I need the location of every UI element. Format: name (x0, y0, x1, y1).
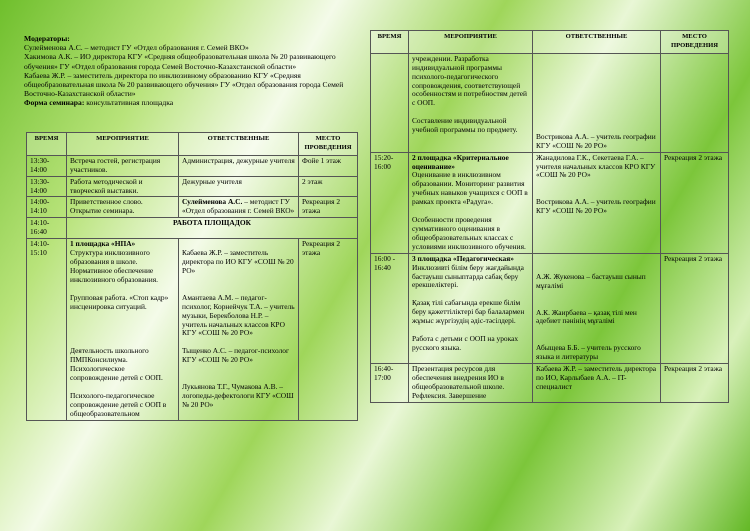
place-cell: Рекреация 2 этажа (661, 152, 729, 253)
seminar-form (24, 98, 359, 107)
table-row (27, 176, 358, 197)
event-part: учреждении. Разработка индивидуальной программы психолого-педагогического сопровождения, соответствующей особенностям и потребностям детей с ООП. (412, 53, 528, 108)
time-cell (371, 53, 409, 152)
responsible-part: Жанадилова Г.К., Секетаева Г.А. – учителя начальных классов КРО КГУ «СОШ № 20 РО» (536, 152, 656, 180)
time-cell: 13:30-14:00 (27, 155, 67, 176)
table-row (371, 364, 729, 403)
place-cell: Рекреация 2 этажа (661, 253, 729, 363)
time-cell: 16:00 - 16:40 (371, 253, 409, 363)
table-row (371, 53, 729, 152)
seminar-form-label: Форма семинара: (24, 98, 85, 108)
responsible-part: Амантаева А.М. – педагог-психолог, Корнейчук Т.А. – учитель музыки, Берекболова Н.Р. – учитель начальных классов КРО КГУ «СОШ № 20 РО» (182, 292, 295, 338)
event-cell (409, 253, 533, 363)
time-cell: 16:40-17:00 (371, 364, 409, 403)
place-cell (661, 53, 729, 152)
event-cell (409, 152, 533, 253)
event-title: 2 площадка «Критериальное оценивание» (412, 152, 509, 171)
responsible-role: – методист ГУ «Отдел образования г. Семей ВКО» (182, 197, 295, 216)
section-row (27, 218, 358, 239)
moderator-line: Хакимова А.К. – ИО директора КГУ «Средняя общеобразовательная школа № 20 развивающего обучения» ГУ «Отдел образования города Семей Восточно-Казахстанской области» (24, 52, 336, 71)
right-page (370, 0, 728, 531)
responsible-cell: Администрация, дежурные учителя (179, 155, 299, 176)
place-cell: Рекреация 2 этажа (661, 364, 729, 403)
moderator-line: Сулейменова А.С. – методист ГУ «Отдел образования г. Семей ВКО» (24, 43, 249, 53)
col-header-event: МЕРОПРИЯТИЕ (67, 133, 179, 156)
responsible-cell (533, 253, 661, 363)
event-title: 3 площадка «Педагогическая» (412, 253, 514, 263)
event-part: Работа с детьми с ООП на уроках русского языка. (412, 334, 519, 352)
time-cell: 14:00-14:10 (27, 197, 67, 218)
responsible-cell: Дежурные учителя (179, 176, 299, 197)
time-cell: 14:10-16:40 (27, 218, 67, 239)
responsible-part: Тыщенко А.С. – педагог-психолог КГУ «СОШ № 20 РО» (182, 346, 289, 365)
moderators-block (24, 34, 359, 108)
event-part: Инклюзивті білім беру жағдайында бастауыш сыныптарда сабақ беру ерекшеліктері. (412, 262, 524, 290)
event-part: Оценивание в инклюзивном образовании. Мониторинг развития учебных навыков учащихся с ООП в рамках проекта «Радуга». (412, 170, 528, 207)
table-header-row (27, 133, 358, 156)
event-cell: Встреча гостей, регистрация участников. (67, 155, 179, 176)
event-title: 1 площадка «НПА» (70, 239, 136, 249)
place-cell: 2 этаж (299, 176, 358, 197)
responsible-cell (179, 239, 299, 421)
place-cell: Рекреация 2 этажа (299, 197, 358, 218)
col-header-time: ВРЕМЯ (371, 31, 409, 54)
event-part: Психолого-педагогическое сопровождение детей с ООП в общеобразовательном (70, 391, 167, 418)
table-row (27, 197, 358, 218)
event-part: Структура инклюзивного образования в школе. Нормативное обеспечение инклюзивного образования. (70, 247, 158, 284)
program-table-left (26, 132, 358, 421)
event-part: Составление индивидуальной учебной программы по предмету. (412, 116, 518, 135)
event-part: Особенности проведения суммативного оценивания в общеобразовательных классах с условиями инклюзивного обучения. (412, 215, 526, 251)
responsible-part: Вострикова А.А. – учитель географии КГУ «СОШ № 20 РО» (536, 131, 656, 150)
place-cell: Рекреация 2 этажа (299, 239, 358, 421)
responsible-part: Абыщева Б.Б. – учитель русского языка и литературы (536, 343, 641, 362)
event-part: Деятельность школьного ПМПКонсилиума. Психологическое сопровождение детей с ООП. (70, 346, 163, 383)
seminar-form-value: консультативная площадка (84, 98, 174, 108)
event-part: Групповая работа. «Стоп кадр» инсценировка ситуаций. (70, 292, 169, 311)
responsible-part: Вострикова А.А. – учитель географии КГУ «СОШ № 20 РО» (536, 197, 656, 216)
col-header-time: ВРЕМЯ (27, 133, 67, 156)
col-header-responsible: ОТВЕТСТВЕННЫЕ (179, 133, 299, 156)
event-cell (409, 53, 533, 152)
table-header-row (371, 31, 729, 54)
responsible-part: Лукьянова Т.Г., Чумакова А.В. – логопеды-дефектологи КГУ «СОШ № 20 РО» (182, 382, 294, 409)
responsible-name: Сулейменова А.С. (182, 197, 243, 207)
table-row (27, 239, 358, 421)
responsible-part: А.К. Жаирбаева – қазақ тілі мен әдебиет пәнінің мұғалімі (536, 307, 637, 326)
event-part: Презентация ресурсов для обеспечения внедрения ИО в общеобразовательной школе. Рефлексия. Завершение (412, 364, 505, 400)
table-row (27, 155, 358, 176)
time-cell: 15:20-16:00 (371, 152, 409, 253)
section-title: РАБОТА ПЛОЩАДОК (67, 218, 358, 239)
table-row (371, 253, 729, 363)
responsible-cell (533, 53, 661, 152)
event-cell: Работа методической и творческой выставки. (67, 176, 179, 197)
responsible-part: Кабаева Ж.Р. – заместитель директора по ИО КГУ «СОШ № 20 РО» (182, 248, 294, 275)
event-cell (409, 364, 533, 403)
event-part: Қазақ тілі сабағында ерекше білім беру қажеттіліктері бар балалармен жұмыс жүргізудің әдіс-тәсілдері. (412, 298, 525, 326)
responsible-part: А.Ж. Жукенова – бастауыш сынып мұғалімі (536, 271, 646, 290)
time-cell: 13:30-14:00 (27, 176, 67, 197)
moderators-heading: Модераторы: (24, 34, 70, 43)
responsible-cell (533, 152, 661, 253)
col-header-place: МЕСТО ПРОВЕДЕНИЯ (299, 133, 358, 156)
col-header-event: МЕРОПРИЯТИЕ (409, 31, 533, 54)
left-page (24, 0, 359, 531)
table-row (371, 152, 729, 253)
place-cell: Фойе 1 этаж (299, 155, 358, 176)
time-cell: 14:10-15:10 (27, 239, 67, 421)
program-table-right (370, 30, 729, 403)
event-cell: Приветственное слово. Открытие семинара. (67, 197, 179, 218)
responsible-cell (179, 197, 299, 218)
col-header-responsible: ОТВЕТСТВЕННЫЕ (533, 31, 661, 54)
responsible-part: Кабаева Ж.Р. – заместитель директора по ИО, Карлыбаев А.А. – IT-специалист (536, 364, 657, 391)
col-header-place: МЕСТО ПРОВЕДЕНИЯ (661, 31, 729, 54)
moderator-line: Кабаева Ж.Р. – заместитель директора по инклюзивному образованию КГУ «Средняя общеобразовательная школа № 20 развивающего обучения» ГУ «Отдел образования города Семей Восточно-Казахстанской области» (24, 70, 344, 99)
responsible-cell (533, 364, 661, 403)
event-cell (67, 239, 179, 421)
